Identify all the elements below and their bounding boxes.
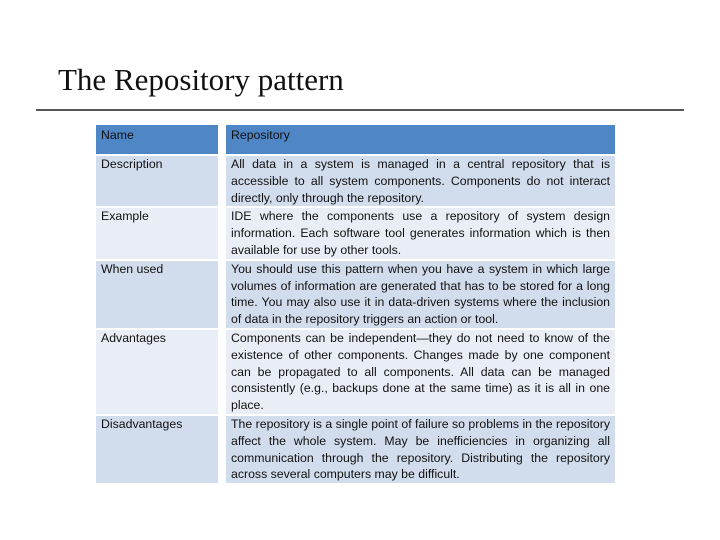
row-value: IDE where the components use a repository of system design information. Each software tool generates information which is then available for use by other tools. [222,207,615,259]
row-label: Advantages [96,329,222,415]
row-label: Example [96,207,222,259]
header-value-cell: Repository [222,125,615,155]
table-row-description [96,155,615,207]
row-value: The repository is a single point of failure so problems in the repository affect the whole system. May be inefficiencies in organizing all communication through the repository. Distributing the repository across several computers may be difficult. [222,415,615,484]
title-divider [36,109,684,111]
slide-title: The Repository pattern [58,62,344,97]
row-label: Description [96,155,222,207]
table-header-row [96,125,615,155]
table-row-advantages [96,329,615,415]
table-row-when-used [96,260,615,329]
pattern-table [96,125,615,485]
row-value: Components can be independent—they do not need to know of the existence of other components. Changes made by one component can be propagated to all components. All data can be managed consistently (e.g., backups done at the same time) as it is all in one place. [222,329,615,415]
row-value: You should use this pattern when you have a system in which large volumes of information are generated that has to be stored for a long time. You may also use it in data-driven systems where the inclusion of data in the repository triggers an action or tool. [222,260,615,329]
table-row-disadvantages [96,415,615,484]
row-label: When used [96,260,222,329]
row-label: Disadvantages [96,415,222,484]
row-value: All data in a system is managed in a central repository that is accessible to all system components. Components do not interact directly, only through the repository. [222,155,615,207]
table-row-example [96,207,615,259]
header-label-cell: Name [96,125,222,155]
